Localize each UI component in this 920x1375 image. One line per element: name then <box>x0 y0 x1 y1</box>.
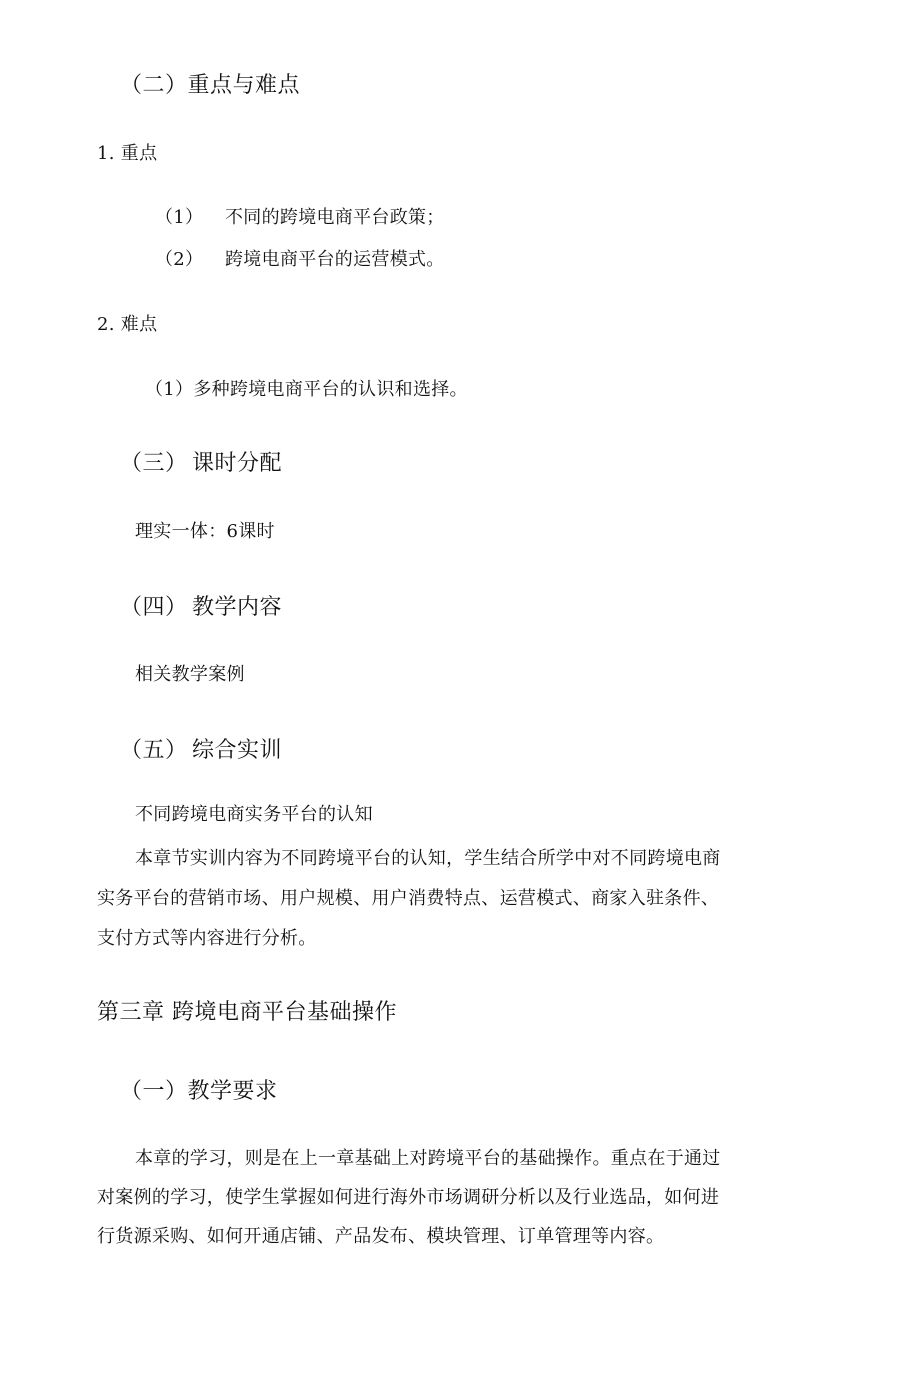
section-5-paragraph-line-3: 支付方式等内容进行分析。 <box>97 928 317 949</box>
section-4-heading <box>120 597 282 619</box>
section-2-heading: （二）重点与难点 <box>120 73 301 98</box>
heading-number: （四） <box>120 595 188 620</box>
key-points-label: 1. 重点 <box>97 143 158 164</box>
key-point-item-1 <box>155 209 445 227</box>
section-5-paragraph-line-1: 本章节实训内容为不同跨境平台的认知，学生结合所学中对不同跨境电商 <box>135 848 721 869</box>
list-text: 跨境电商平台的运营模式。 <box>225 249 445 270</box>
heading-text: 教学内容 <box>192 595 283 620</box>
section-5-paragraph-line-2: 实务平台的营销市场、用户规模、用户消费特点、运营模式、商家入驻条件、 <box>97 888 720 909</box>
chapter-3-section-1-heading: （一）教学要求 <box>120 1079 278 1104</box>
section-5-subtitle: 不同跨境电商实务平台的认知 <box>135 804 373 825</box>
difficulty-item-1: （1）多种跨境电商平台的认识和选择。 <box>145 379 468 400</box>
section-3-body: 理实一体：6课时 <box>135 521 275 542</box>
heading-number: （五） <box>120 738 188 763</box>
chapter-3-title: 第三章 跨境电商平台基础操作 <box>97 1000 397 1025</box>
heading-number: （三） <box>120 451 188 476</box>
section-4-body: 相关教学案例 <box>135 664 245 685</box>
section-3-heading <box>120 453 282 475</box>
list-number: （1） <box>155 207 204 228</box>
difficulties-label: 2. 难点 <box>97 314 158 335</box>
list-text: 不同的跨境电商平台政策； <box>225 207 445 228</box>
section-5-heading <box>120 740 282 762</box>
key-point-item-2 <box>155 251 445 269</box>
heading-text: 综合实训 <box>192 738 283 763</box>
heading-text: 课时分配 <box>192 451 283 476</box>
list-number: （2） <box>155 249 204 270</box>
chapter-3-paragraph-line-2: 对案例的学习，使学生掌握如何进行海外市场调研分析以及行业选品，如何进 <box>97 1187 720 1208</box>
chapter-3-paragraph-line-1: 本章的学习，则是在上一章基础上对跨境平台的基础操作。重点在于通过 <box>135 1148 721 1169</box>
chapter-3-paragraph-line-3: 行货源采购、如何开通店铺、产品发布、模块管理、订单管理等内容。 <box>97 1226 665 1247</box>
